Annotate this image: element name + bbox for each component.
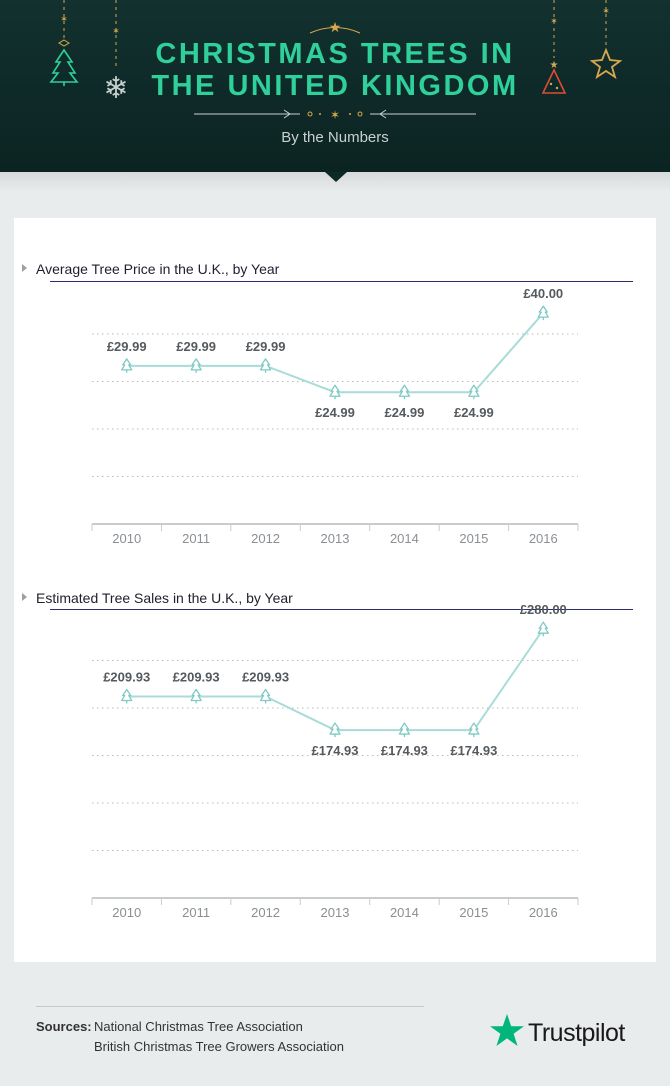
data-label: £24.99 — [315, 405, 355, 421]
sources-label: Sources: — [36, 1019, 92, 1034]
chart-title-price — [36, 261, 279, 277]
svg-text:★: ★ — [328, 20, 342, 36]
trustpilot-star-icon — [489, 1013, 525, 1049]
data-label: £24.99 — [384, 405, 425, 421]
page-subtitle: By the Numbers — [281, 129, 389, 146]
data-label: £280.00 — [519, 602, 567, 618]
price-line-chart — [0, 286, 670, 580]
source-item: National Christmas Tree Association — [94, 1019, 303, 1034]
x-tick-label: 2012 — [251, 905, 281, 920]
x-tick-label: 2014 — [389, 905, 419, 920]
source-item: British Christmas Tree Growers Association — [94, 1039, 344, 1054]
data-label: £209.93 — [103, 669, 151, 685]
sources-block — [36, 1017, 344, 1054]
chart-title-sales — [36, 590, 293, 606]
x-tick-label: 2011 — [182, 905, 211, 920]
data-label: £174.93 — [450, 743, 498, 759]
bullet-icon — [22, 264, 27, 272]
data-label: £174.93 — [380, 743, 428, 759]
page-title-line2: THE UNITED KINGDOM — [151, 70, 519, 102]
x-tick-label: 2010 — [112, 531, 142, 546]
x-tick-label: 2014 — [389, 531, 419, 546]
sources-list — [94, 1017, 344, 1057]
svg-text:✶: ✶ — [112, 27, 120, 37]
x-tick-label: 2012 — [251, 531, 281, 546]
svg-text:✶: ✶ — [329, 108, 341, 122]
x-tick-label: 2015 — [459, 905, 489, 920]
data-label: £29.99 — [176, 338, 217, 354]
svg-text:★: ★ — [549, 60, 559, 71]
svg-text:✶: ✶ — [60, 15, 68, 25]
data-label: £174.93 — [311, 743, 359, 759]
chart-title-price-text: Average Tree Price in the U.K., by Year — [36, 261, 280, 277]
bullet-icon — [22, 593, 27, 601]
x-tick-label: 2016 — [528, 905, 558, 920]
sales-line-chart — [0, 602, 670, 955]
header-banner — [0, 0, 670, 172]
svg-text:✶: ✶ — [602, 7, 610, 17]
page-title-line1: CHRISTMAS TREES IN — [155, 38, 515, 70]
footer-divider — [36, 1006, 424, 1007]
x-tick-label: 2011 — [182, 531, 211, 546]
x-tick-label: 2015 — [459, 531, 489, 546]
data-label: £209.93 — [172, 669, 220, 685]
page-title — [0, 40, 670, 101]
chart-title-sales-text: Estimated Tree Sales in the U.K., by Year — [36, 590, 293, 606]
x-tick-label: 2013 — [320, 531, 350, 546]
data-label: £29.99 — [245, 338, 286, 354]
x-tick-label: 2013 — [320, 905, 350, 920]
svg-text:❄: ❄ — [103, 71, 129, 106]
title-divider — [194, 108, 476, 122]
header-pointer — [325, 172, 347, 182]
data-label: £40.00 — [523, 286, 564, 302]
data-label: £209.93 — [242, 669, 290, 685]
chart-title-rule — [50, 281, 633, 282]
svg-text:✶: ✶ — [550, 17, 558, 27]
x-tick-label: 2016 — [528, 531, 558, 546]
data-label: £24.99 — [453, 405, 494, 421]
trustpilot-wordmark: Trustpilot — [528, 1019, 625, 1047]
data-label: £29.99 — [106, 338, 147, 354]
x-tick-label: 2010 — [112, 905, 142, 920]
title-arch-decoration — [310, 20, 360, 36]
